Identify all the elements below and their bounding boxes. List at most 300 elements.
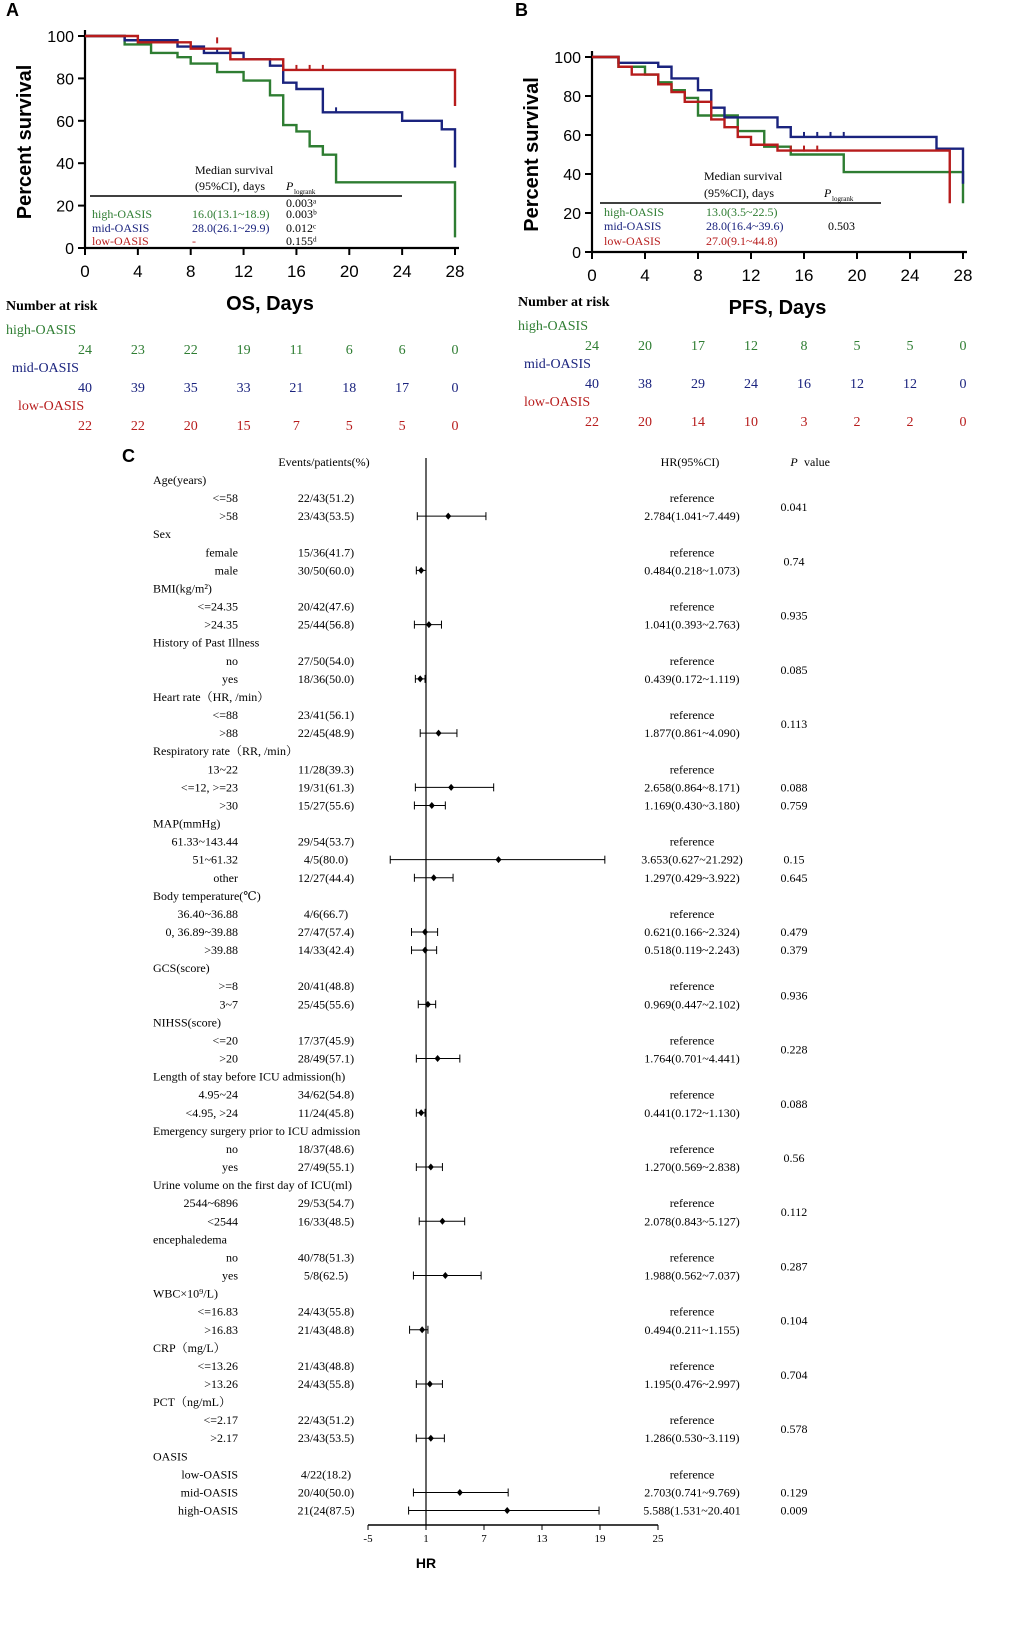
risk-count: 0 — [959, 377, 967, 392]
forest-level-label: mid-OASIS — [180, 1485, 238, 1500]
risk-count: 33 — [236, 381, 251, 396]
forest-events: 29/54(53.7) — [297, 834, 355, 849]
hr-estimate-point — [439, 1218, 445, 1225]
forest-events: 22/43(51.2) — [297, 491, 355, 506]
forest-events: 24/43(55.8) — [297, 1304, 355, 1319]
x-tick-label: 28 — [953, 266, 973, 285]
y-tick-label: 40 — [563, 167, 581, 184]
forest-events: 40/78(51.3) — [297, 1250, 355, 1265]
forest-events: 27/50(54.0) — [297, 653, 355, 668]
table-row-label: low-OASIS — [604, 234, 661, 248]
forest-events: 11/28(39.3) — [298, 762, 354, 777]
risk-count: 10 — [744, 415, 758, 430]
forest-events: 11/24(45.8) — [298, 1105, 354, 1120]
forest-level-label: <=20 — [212, 1033, 238, 1048]
hr-estimate-point — [426, 621, 432, 628]
forest-level-label: no — [226, 1250, 238, 1265]
y-tick-label: 20 — [563, 206, 581, 223]
header-p: P — [790, 455, 798, 469]
x-tick-label: 24 — [900, 266, 920, 285]
forest-events: 27/47(57.4) — [297, 925, 355, 939]
hr-estimate-point — [496, 856, 502, 863]
forest-group-label: Urine volume on the first day of ICU(ml) — [153, 1178, 352, 1193]
forest-p: 0.759 — [780, 798, 808, 813]
risk-count: 18 — [342, 381, 357, 396]
y-tick-label: 80 — [563, 89, 581, 106]
risk-count: 40 — [78, 381, 92, 396]
forest-events: 23/43(53.5) — [297, 1431, 355, 1446]
y-tick-label: 100 — [47, 29, 74, 46]
risk-count: 15 — [236, 419, 251, 434]
risk-count: 12 — [850, 377, 864, 392]
forest-p: 0.645 — [780, 870, 808, 885]
risk-count: 40 — [585, 377, 599, 392]
forest-p: 0.15 — [783, 852, 805, 867]
risk-group-label: high-OASIS — [6, 323, 77, 338]
forest-group-label: PCT（ng/mL） — [153, 1395, 232, 1410]
risk-count: 7 — [292, 419, 300, 434]
risk-table-title: Number at risk — [518, 295, 610, 310]
forest-level-label: yes — [222, 1160, 238, 1175]
table-row-label: mid-OASIS — [92, 221, 150, 235]
forest-group-label: Length of stay before ICU admission(h) — [153, 1069, 346, 1084]
hr-estimate-point — [445, 513, 451, 520]
hr-estimate-point — [431, 874, 437, 881]
y-axis-title: Percent survival — [14, 64, 36, 220]
risk-count: 17 — [395, 381, 410, 396]
forest-hr: 1.877(0.861~4.090) — [644, 726, 740, 741]
hr-estimate-point — [422, 929, 428, 936]
risk-count: 5 — [906, 339, 914, 354]
p-logrank-header: P — [824, 186, 832, 200]
forest-level-label: 3~7 — [219, 997, 238, 1012]
table-row-label: high-OASIS — [92, 207, 153, 221]
y-tick-label: 60 — [56, 113, 74, 131]
forest-group-label: Heart rate（HR, /min） — [153, 689, 270, 704]
risk-count: 20 — [638, 339, 652, 354]
forest-level-label: >58 — [219, 509, 238, 524]
x-tick-label: 20 — [339, 262, 359, 281]
risk-count: 12 — [744, 339, 758, 354]
forest-hr: reference — [669, 762, 715, 777]
forest-level-label: >24.35 — [204, 617, 238, 632]
forest-level-label: 4.95~24 — [198, 1087, 238, 1102]
km-curve-mid — [85, 36, 455, 167]
median-survival-table — [600, 169, 881, 248]
forest-events: 17/37(45.9) — [297, 1033, 355, 1048]
forest-events: 20/42(47.6) — [297, 599, 355, 614]
forest-events: 18/37(48.6) — [297, 1141, 355, 1156]
hr-estimate-point — [429, 802, 435, 809]
forest-level-label: male — [214, 563, 238, 578]
forest-hr: 0.439(0.172~1.119) — [644, 671, 740, 686]
table-row-label: low-OASIS — [92, 234, 149, 248]
risk-count: 0 — [451, 419, 459, 434]
y-tick-label: 20 — [56, 198, 74, 216]
forest-hr: reference — [669, 834, 715, 849]
forest-group-label: Body temperature(℃) — [153, 888, 261, 903]
risk-count: 2 — [853, 415, 861, 430]
forest-hr: 2.658(0.864~8.171) — [644, 780, 740, 795]
forest-p: 0.704 — [780, 1367, 808, 1382]
x-tick-label: 24 — [392, 262, 412, 281]
risk-count: 3 — [800, 415, 808, 430]
table-row-label: mid-OASIS — [604, 219, 662, 233]
forest-hr: reference — [669, 1413, 715, 1428]
forest-events: 12/27(44.4) — [297, 870, 355, 885]
forest-events: 28/49(57.1) — [297, 1051, 355, 1066]
forest-level-label: other — [213, 870, 238, 885]
risk-count: 0 — [451, 381, 459, 396]
p-logrank-sub: logrank — [294, 188, 316, 196]
x-axis-title: OS, Days — [226, 293, 314, 315]
forest-group-label: Sex — [153, 527, 171, 542]
forest-hr: 0.494(0.211~1.155) — [644, 1322, 740, 1337]
risk-count: 23 — [130, 343, 145, 358]
x-tick-label: 4 — [640, 266, 650, 285]
risk-count: 22 — [130, 419, 145, 434]
y-tick-label: 0 — [65, 241, 74, 258]
y-tick-label: 80 — [56, 71, 74, 89]
risk-count: 20 — [183, 419, 198, 434]
forest-events: 25/45(55.6) — [297, 997, 355, 1012]
forest-p: 0.041 — [780, 500, 808, 515]
forest-hr: reference — [669, 1141, 715, 1156]
forest-p: 0.104 — [780, 1313, 808, 1328]
forest-hr: 1.041(0.393~2.763) — [644, 617, 740, 632]
forest-hr: reference — [669, 1033, 715, 1048]
forest-level-label: 51~61.32 — [192, 852, 238, 867]
forest-group-label: MAP(mmHg) — [153, 816, 221, 831]
forest-level-label: >39.88 — [204, 943, 238, 958]
forest-level-label: <=16.83 — [197, 1304, 238, 1319]
forest-hr: reference — [669, 599, 715, 614]
forest-events: 21/43(48.8) — [297, 1322, 355, 1337]
forest-level-label: <=58 — [212, 491, 238, 506]
forest-level-label: yes — [222, 1268, 238, 1283]
forest-x-axis-title: HR — [415, 1555, 437, 1571]
forest-hr: reference — [669, 653, 715, 668]
forest-hr: reference — [669, 491, 715, 506]
risk-group-label: low-OASIS — [18, 399, 85, 414]
risk-count: 5 — [398, 419, 406, 434]
x-tick-label: 12 — [741, 266, 761, 285]
forest-events: 29/53(54.7) — [297, 1196, 355, 1211]
forest-group-label: GCS(score) — [153, 961, 210, 976]
hr-estimate-point — [428, 1164, 434, 1171]
forest-level-label: low-OASIS — [181, 1467, 238, 1482]
risk-count: 16 — [797, 377, 811, 392]
risk-count: 14 — [691, 415, 705, 430]
forest-group-label: encephaledema — [153, 1232, 227, 1247]
forest-events: 21/43(48.8) — [297, 1358, 355, 1373]
forest-hr: 1.169(0.430~3.180) — [644, 798, 740, 813]
forest-hr: reference — [669, 1304, 715, 1319]
forest-level-label: no — [226, 1141, 238, 1156]
risk-count: 12 — [903, 377, 917, 392]
forest-events: 25/44(56.8) — [297, 617, 355, 632]
km-panel-a — [6, 0, 464, 434]
risk-group-label: high-OASIS — [518, 319, 589, 334]
forest-events: 19/31(61.3) — [297, 780, 355, 795]
forest-level-label: 13~22 — [207, 762, 238, 777]
risk-count: 8 — [800, 339, 808, 354]
median-header: Median survival — [704, 169, 783, 183]
table-row-median: 28.0(26.1~29.9) — [192, 221, 270, 235]
risk-count: 24 — [585, 339, 599, 354]
x-tick-label: 16 — [286, 262, 306, 281]
forest-level-label: <2544 — [207, 1214, 238, 1229]
forest-level-label: <=88 — [212, 708, 238, 723]
forest-events: 16/33(48.5) — [297, 1214, 355, 1229]
p-logrank-sub: logrank — [832, 195, 854, 203]
forest-group-label: CRP（mg/L） — [153, 1340, 226, 1355]
hr-estimate-point — [428, 1435, 434, 1442]
p-logrank-header: P — [286, 179, 294, 193]
hr-estimate-point — [435, 1055, 441, 1062]
forest-level-label: >2.17 — [210, 1431, 238, 1446]
forest-hr: 0.969(0.447~2.102) — [644, 997, 740, 1012]
forest-level-label: >16.83 — [204, 1322, 238, 1337]
forest-hr: 0.484(0.218~1.073) — [644, 563, 740, 578]
km-panel-b — [515, 0, 972, 430]
forest-plot — [122, 446, 830, 1571]
forest-hr: reference — [669, 1358, 715, 1373]
hr-estimate-point — [448, 784, 454, 791]
forest-level-label: 36.40~36.88 — [177, 906, 238, 921]
forest-group-label: History of Past Illness — [153, 635, 260, 650]
y-tick-label: 100 — [554, 50, 581, 67]
table-row-median: 27.0(9.1~44.8) — [706, 234, 778, 248]
y-tick-label: 40 — [56, 156, 74, 174]
forest-hr: 2.784(1.041~7.449) — [644, 509, 740, 524]
risk-count: 22 — [585, 415, 599, 430]
hr-estimate-point — [436, 730, 442, 737]
forest-hr: 3.653(0.627~21.292) — [641, 852, 743, 867]
forest-level-label: >88 — [219, 726, 238, 741]
forest-events: 18/36(50.0) — [297, 671, 355, 686]
median-header-ci: (95%CI), days — [195, 179, 265, 193]
forest-level-label: >20 — [219, 1051, 238, 1066]
forest-p: 0.085 — [780, 662, 808, 677]
risk-count: 5 — [853, 339, 861, 354]
forest-events: 4/6(66.7) — [303, 906, 349, 921]
table-row-median: - — [192, 234, 196, 248]
x-tick-label: 8 — [693, 266, 703, 285]
forest-events: 22/43(51.2) — [297, 1413, 355, 1428]
risk-table — [6, 299, 459, 434]
forest-hr: reference — [669, 906, 715, 921]
header-hr: HR(95%CI) — [660, 455, 720, 469]
hr-estimate-point — [442, 1272, 448, 1279]
forest-events: 24/43(55.8) — [297, 1377, 355, 1391]
forest-level-label: 0, 36.89~39.88 — [165, 925, 238, 939]
risk-count: 2 — [906, 415, 914, 430]
table-row-median: 16.0(13.1~18.9) — [192, 207, 270, 221]
risk-count: 17 — [691, 339, 705, 354]
forest-hr: reference — [669, 1196, 715, 1211]
hr-estimate-point — [427, 1381, 433, 1388]
risk-count: 24 — [744, 377, 758, 392]
risk-count: 22 — [183, 343, 198, 358]
forest-group-label: NIHSS(score) — [153, 1015, 221, 1030]
forest-hr: reference — [669, 1250, 715, 1265]
risk-count: 21 — [289, 381, 304, 396]
forest-x-tick-label: 13 — [536, 1533, 548, 1545]
forest-events: 20/41(48.8) — [297, 979, 355, 994]
header-events: Events/patients(%) — [278, 455, 370, 469]
forest-hr: 1.195(0.476~2.997) — [644, 1377, 740, 1391]
forest-p: 0.74 — [783, 554, 805, 569]
risk-count: 19 — [236, 343, 251, 358]
hr-estimate-point — [504, 1507, 510, 1514]
forest-p: 0.936 — [780, 988, 808, 1003]
risk-count: 0 — [959, 415, 967, 430]
forest-hr: 0.621(0.166~2.324) — [644, 925, 740, 939]
y-tick-label: 60 — [563, 128, 581, 145]
forest-level-label: high-OASIS — [177, 1503, 238, 1518]
risk-count: 29 — [691, 377, 705, 392]
forest-hr: 1.270(0.569~2.838) — [644, 1160, 740, 1175]
forest-events: 20/40(50.0) — [297, 1485, 355, 1500]
table-row-median: 13.0(3.5~22.5) — [706, 205, 778, 219]
forest-x-tick-label: 7 — [481, 1533, 487, 1545]
risk-count: 6 — [398, 343, 406, 358]
forest-events: 34/62(54.8) — [297, 1087, 355, 1102]
median-survival-table — [90, 163, 402, 248]
forest-x-tick-label: 1 — [423, 1533, 429, 1545]
table-row-label: high-OASIS — [604, 205, 665, 219]
table-row-p: 0.003ᵃ — [286, 196, 317, 210]
forest-hr: 1.286(0.530~3.119) — [644, 1431, 740, 1446]
forest-p: 0.935 — [780, 608, 808, 623]
risk-group-label: mid-OASIS — [12, 361, 79, 376]
forest-hr: 2.703(0.741~9.769) — [644, 1485, 740, 1500]
forest-level-label: >=8 — [218, 979, 238, 994]
forest-level-label: >13.26 — [204, 1377, 238, 1391]
hr-estimate-point — [417, 675, 423, 682]
x-tick-label: 0 — [80, 262, 90, 281]
header-p-suffix: value — [804, 455, 830, 469]
forest-hr: 5.588(1.531~20.401 — [643, 1503, 741, 1518]
forest-hr: reference — [669, 1467, 715, 1482]
forest-x-tick-label: 25 — [652, 1533, 664, 1545]
table-row-median: 28.0(16.4~39.6) — [706, 219, 784, 233]
forest-hr: reference — [669, 979, 715, 994]
forest-level-label: <=12, >=23 — [180, 780, 238, 795]
hr-estimate-point — [457, 1489, 463, 1496]
forest-p: 0.112 — [780, 1205, 808, 1220]
x-tick-label: 4 — [133, 262, 143, 281]
forest-events: 15/27(55.6) — [297, 798, 355, 813]
forest-p: 0.287 — [780, 1259, 808, 1274]
x-tick-label: 0 — [587, 266, 597, 285]
risk-count: 5 — [345, 419, 353, 434]
forest-group-label: Age(years) — [153, 473, 207, 487]
forest-events: 30/50(60.0) — [297, 563, 355, 578]
forest-group-label: WBC×10⁹/L) — [153, 1286, 218, 1301]
forest-x-tick-label: -5 — [363, 1533, 373, 1545]
forest-level-label: female — [205, 545, 238, 560]
forest-p: 0.228 — [780, 1042, 808, 1057]
forest-hr: reference — [669, 708, 715, 723]
forest-p: 0.088 — [780, 780, 808, 795]
x-tick-label: 8 — [185, 262, 196, 281]
forest-p: 0.129 — [780, 1485, 808, 1500]
risk-count: 38 — [638, 377, 652, 392]
forest-events: 14/33(42.4) — [297, 943, 355, 958]
forest-p: 0.088 — [780, 1096, 808, 1111]
forest-group-label: Emergency surgery prior to ICU admission — [153, 1123, 361, 1138]
risk-count: 22 — [78, 419, 92, 434]
panel-label: B — [515, 0, 528, 20]
hr-estimate-point — [419, 1326, 425, 1333]
forest-level-label: <=2.17 — [203, 1413, 238, 1428]
risk-count: 6 — [345, 343, 353, 358]
risk-group-label: mid-OASIS — [524, 357, 591, 372]
y-tick-label: 0 — [572, 245, 581, 262]
forest-level-label: <=24.35 — [197, 599, 238, 614]
forest-group-label: OASIS — [153, 1449, 188, 1464]
forest-events: 15/36(41.7) — [297, 545, 355, 560]
panel-label: A — [6, 0, 19, 20]
panel-label: C — [122, 446, 135, 466]
forest-level-label: >30 — [219, 798, 238, 813]
risk-table-title: Number at risk — [6, 299, 98, 314]
forest-group-label: BMI(kg/m²) — [153, 581, 212, 596]
table-row-p: 0.003ᵇ — [286, 207, 317, 221]
hr-estimate-point — [418, 1109, 424, 1116]
forest-p: 0.113 — [780, 717, 808, 732]
forest-level-label: 61.33~143.44 — [171, 834, 238, 849]
risk-count: 24 — [78, 343, 92, 358]
forest-events: 22/45(48.9) — [297, 726, 355, 741]
x-tick-label: 20 — [847, 266, 867, 285]
forest-level-label: <=13.26 — [197, 1358, 238, 1373]
forest-events: 23/43(53.5) — [297, 509, 355, 524]
forest-level-label: <4.95, >24 — [185, 1105, 238, 1120]
forest-hr: 2.078(0.843~5.127) — [644, 1214, 740, 1229]
risk-group-label: low-OASIS — [524, 395, 591, 410]
forest-events: 23/41(56.1) — [297, 708, 355, 723]
forest-level-label: yes — [222, 671, 238, 686]
forest-hr: 0.441(0.172~1.130) — [644, 1105, 740, 1120]
forest-p: 0.009 — [780, 1503, 808, 1518]
risk-count: 0 — [959, 339, 967, 354]
risk-count: 35 — [183, 381, 198, 396]
forest-group-label: Respiratory rate（RR, /min） — [153, 744, 298, 759]
x-tick-label: 28 — [445, 262, 465, 281]
forest-hr: 1.297(0.429~3.922) — [644, 870, 740, 885]
forest-events: 27/49(55.1) — [297, 1160, 355, 1175]
forest-p: 0.578 — [780, 1422, 808, 1437]
forest-p: 0.479 — [780, 925, 808, 939]
forest-hr: reference — [669, 1087, 715, 1102]
forest-p: 0.56 — [783, 1151, 805, 1165]
forest-events: 4/5(80.0) — [303, 852, 349, 867]
forest-level-label: no — [226, 653, 238, 668]
table-row-p: 0.012ᶜ — [286, 221, 317, 235]
risk-count: 0 — [451, 343, 459, 358]
km-curve-mid — [592, 57, 963, 184]
forest-x-tick-label: 19 — [594, 1533, 606, 1545]
y-axis-title: Percent survival — [521, 77, 543, 232]
median-header-ci: (95%CI), days — [704, 186, 774, 200]
median-header: Median survival — [195, 163, 274, 177]
risk-count: 11 — [289, 343, 304, 358]
forest-events: 21(24(87.5) — [297, 1503, 355, 1518]
forest-p: 0.379 — [780, 943, 808, 958]
